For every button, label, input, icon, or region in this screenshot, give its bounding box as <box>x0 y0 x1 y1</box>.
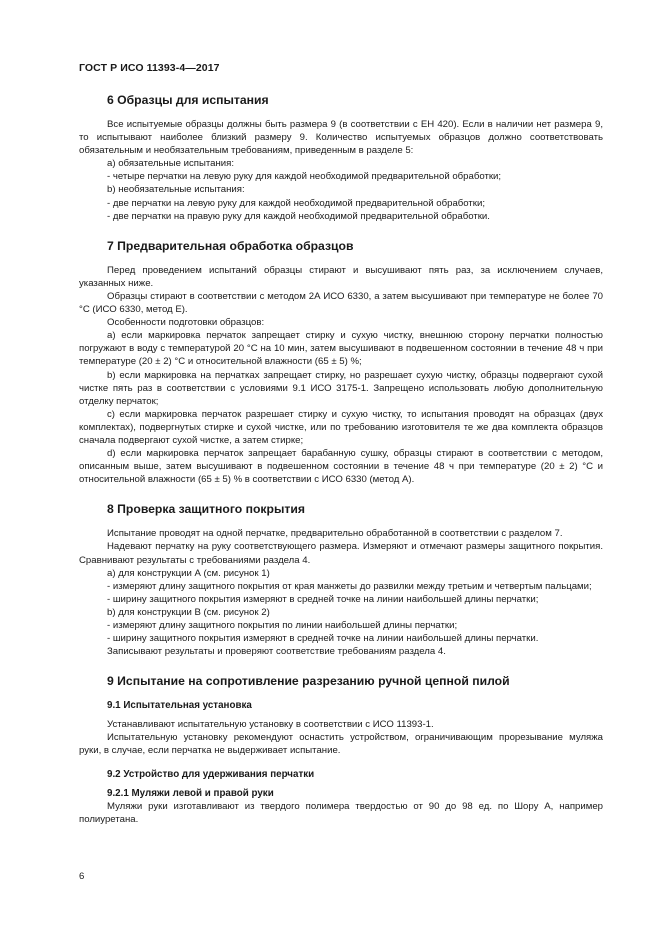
page-content <box>79 93 603 826</box>
section-7-heading: 7 Предварительная обработка образцов <box>107 238 354 253</box>
list-item: - четыре перчатки на левую руку для каждой необходимой предварительной обработки; <box>107 171 502 183</box>
list-item: - две перчатки на правую руку для каждой необходимой предварительной обработки. <box>107 210 490 222</box>
section-7-paragraph: Перед проведением испытаний образцы стирают и высушивают пять раз, за исключением случаев, указанных ниже. <box>79 264 603 289</box>
list-item: b) для конструкции В (см. рисунок 2) <box>107 606 270 618</box>
list-item: - измеряют длину защитного покрытия от края манжеты до развилки между третьим и четвертым пальцами; <box>107 580 592 592</box>
list-item: a) обязательные испытания: <box>107 158 235 170</box>
subsection-9-1-heading: 9.1 Испытательная установка <box>107 700 252 712</box>
section-7-paragraph: Образцы стирают в соответствии с методом 2А ИСО 6330, а затем высушивают при температуре не более 70 °С (ИСО 6330, метод Е). <box>79 290 603 316</box>
subsection-9-2-heading: 9.2 Устройство для удерживания перчатки <box>107 768 315 780</box>
section-8-paragraph: Испытание проводят на одной перчатке, предварительно обработанной в соответствии с разделом 7. <box>107 528 563 540</box>
section-8-paragraph: Записывают результаты и проверяют соответствие требованиям раздела 4. <box>107 646 446 658</box>
section-6-paragraph: Все испытуемые образцы должны быть размера 9 (в соответствии с ЕН 420). Если в наличии нет размера 9, то испытывают наиболее близкий размеру 9. Количество испытуемых образцов должно соответствовать обязательным и необязательным требованиям, приведенным в разделе 5: <box>79 119 603 157</box>
document-header: ГОСТ Р ИСО 11393-4—2017 <box>79 62 220 74</box>
list-item: b) если маркировка на перчатках запрещает стирку, но разрешает сухую чистку, образцы подвергают сухой чистке пять раз в соответствии с условиями 9.1 ИСО 3175-1. Запрещено использовать любую дополнительную отделку перчаток; <box>79 369 603 407</box>
list-item: b) необязательные испытания: <box>107 184 245 196</box>
section-9-heading: 9 Испытание на сопротивление разрезанию ручной цепной пилой <box>107 674 510 689</box>
list-item: a) для конструкции А (см. рисунок 1) <box>107 567 270 579</box>
list-item: - две перчатки на левую руку для каждой необходимой предварительной обработки; <box>107 197 486 209</box>
list-item: с) если маркировка перчаток разрешает стирку и сухую чистку, то испытания проводят на образцах (двух комплектах), подвергнутых стирке и сухой чистке, или по требованию изготовителя те же два комплекта образцов сначала подвергают сухой чистке, а затем стирке; <box>79 408 603 446</box>
list-item: - ширину защитного покрытия измеряют в средней точке на линии наибольшей длины перчатки; <box>107 593 539 605</box>
list-item: a) если маркировка перчаток запрещает стирку и сухую чистку, внешнюю сторону перчатки полностью погружают в воду с температурой 20 °С на 10 мин, затем высушивают в подвешенном состоянии в течение 48 ч при температуре (20 ± 2) °С и относительной влажности (65 ± 5) %; <box>79 330 603 368</box>
subsection-9-1-paragraph: Испытательную установку рекомендуют оснастить устройством, ограничивающим прорезывание муляжа руки, в случае, если перчатка не выдерживает испытание. <box>79 732 603 757</box>
section-7-paragraph: Особенности подготовки образцов: <box>107 317 265 329</box>
list-item: d) если маркировка перчаток запрещает барабанную сушку, образцы стирают в соответствии с методом, описанным выше, затем высушивают в подвешенном состоянии в течение 48 ч при температуре (20 ± 2) °С и относительной влажности (65 ± 5) % в соответствии с ИСО 6330 (метод А). <box>79 448 603 486</box>
section-8-heading: 8 Проверка защитного покрытия <box>107 502 305 517</box>
page-number: 6 <box>79 871 85 882</box>
section-6-heading: 6 Образцы для испытания <box>107 93 269 107</box>
subsection-9-2-1-paragraph: Муляжи руки изготавливают из твердого полимера твердостью от 90 до 98 ед. по Шору А, например полиуретана. <box>79 800 603 825</box>
subsection-9-2-1-heading: 9.2.1 Муляжи левой и правой руки <box>107 787 274 799</box>
section-8-paragraph: Надевают перчатку на руку соответствующего размера. Измеряют и отмечают размеры защитного покрытия. Сравнивают результаты с требованиями раздела 4. <box>79 541 603 566</box>
list-item: - ширину защитного покрытия измеряют в средней точке на линии наибольшей длины перчатки. <box>107 633 539 645</box>
subsection-9-1-paragraph: Устанавливают испытательную установку в соответствии с ИСО 11393-1. <box>107 719 434 731</box>
list-item: - измеряют длину защитного покрытия по линии наибольшей длины перчатки; <box>107 620 458 631</box>
